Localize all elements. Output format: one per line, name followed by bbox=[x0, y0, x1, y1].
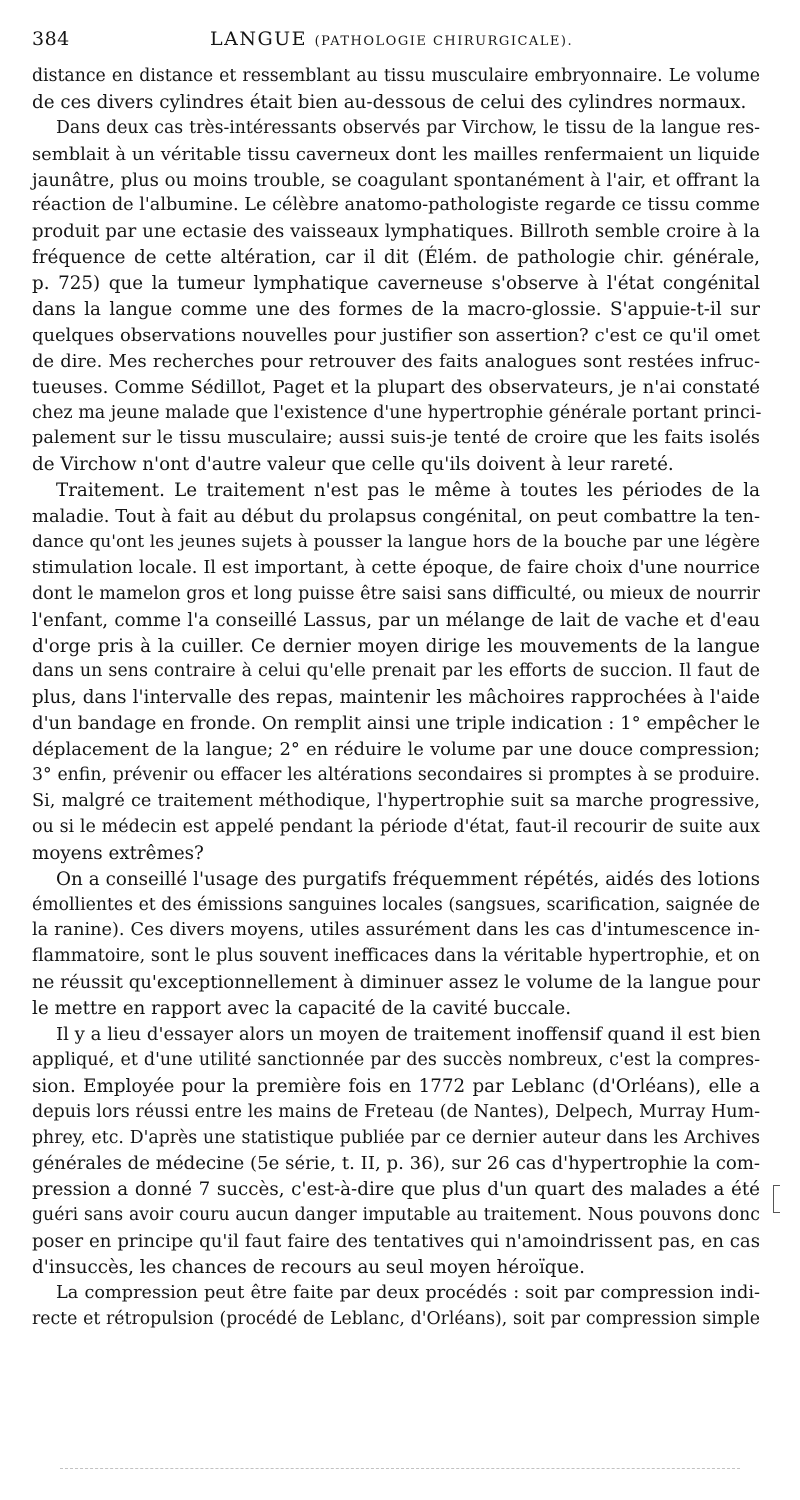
text-line: dans un sens contraire à celui qu'elle prenait par les efforts de succion. Il faut de bbox=[32, 661, 760, 682]
text-line: Dans deux cas très-intéressants observés par Virchow, le tissu de la langue res- bbox=[56, 117, 760, 138]
page-number: 384 bbox=[32, 28, 70, 50]
text-line: 3° enfin, prévenir ou effacer les altérations secondaires si promptes à se produire. bbox=[32, 765, 760, 786]
text-line: produit par une ectasie des vaisseaux lymphatiques. Billroth semble croire à la bbox=[32, 221, 760, 243]
text-line: l'enfant, comme l'a conseillé Lassus, par un mélange de lait de vache et d'eau bbox=[32, 609, 760, 631]
text-line: dance qu'ont les jeunes sujets à pousser la langue hors de la bouche par une légère bbox=[32, 532, 760, 553]
text-line: d'un bandage en fronde. On remplit ainsi une triple indication : 1° empêcher le bbox=[32, 713, 760, 735]
running-head bbox=[210, 28, 573, 50]
text-line: On a conseillé l'usage des purgatifs fréquemment répétés, aidés des lotions bbox=[56, 868, 760, 890]
text-line: chez ma jeune malade que l'existence d'une hypertrophie générale portant princi- bbox=[32, 402, 762, 423]
text-line: réaction de l'albumine. Le célèbre anatomo-pathologiste regarde ce tissu comme bbox=[32, 195, 760, 216]
text-line: ne réussit qu'exceptionnellement à diminuer assez le volume de la langue pour bbox=[32, 972, 760, 994]
text-line: Si, malgré ce traitement méthodique, l'hypertrophie suit sa marche progressive, bbox=[32, 790, 760, 811]
text-line: depuis lors réussi entre les mains de Freteau (de Nantes), Delpech, Murray Hum- bbox=[32, 1101, 760, 1122]
text-line: maladie. Tout à fait au début du prolapsus congénital, on peut combattre la ten- bbox=[32, 506, 760, 528]
text-line: tueuses. Comme Sédillot, Paget et la plupart des observateurs, je n'ai constaté bbox=[32, 376, 760, 398]
text-line: quelques observations nouvelles pour justifier son assertion? c'est ce qu'il omet bbox=[32, 324, 760, 346]
text-line: semblait à un véritable tissu caverneux dont les mailles renfermaient un liquide bbox=[32, 143, 760, 165]
text-line: phrey, etc. D'après une statistique publiée par ce dernier auteur dans les Archives bbox=[32, 1127, 760, 1148]
bottom-scan-rule bbox=[60, 1468, 740, 1469]
text-line: moyens extrêmes? bbox=[32, 842, 204, 864]
text-line: stimulation locale. Il est important, à cette époque, de faire choix d'une nourrice bbox=[32, 557, 760, 578]
text-line: le mettre en rapport avec la capacité de la cavité buccale. bbox=[32, 998, 572, 1020]
text-line: ou si le médecin est appelé pendant la période d'état, faut-il recourir de suite aux bbox=[32, 816, 760, 837]
text-line: p. 725) que la tumeur lymphatique caverneuse s'observe à l'état congénital bbox=[32, 273, 760, 295]
text-line: de Virchow n'ont d'autre valeur que celle qu'ils doivent à leur rareté. bbox=[32, 454, 674, 476]
text-line: d'orge pris à la cuiller. Ce dernier moyen dirige les mouvements de la langue bbox=[32, 635, 760, 657]
text-line: appliqué, et d'une utilité sanctionnée par des succès nombreux, c'est la compres- bbox=[32, 1049, 760, 1070]
text-line: d'insuccès, les chances de recours au seul moyen héroïque. bbox=[32, 1256, 585, 1278]
running-head-title: LANGUE bbox=[210, 28, 308, 50]
text-line: Traitement. Le traitement n'est pas le même à toutes les périodes de la bbox=[56, 480, 760, 502]
text-line: flammatoire, sont le plus souvent inefficaces dans la véritable hypertrophie, et on bbox=[32, 946, 760, 967]
body-text bbox=[32, 64, 760, 1333]
text-line: guéri sans avoir couru aucun danger imputable au traitement. Nous pouvons donc bbox=[32, 1205, 760, 1226]
text-line: sion. Employée pour la première fois en 1772 par Leblanc (d'Orléans), elle a bbox=[32, 1075, 760, 1097]
running-head-subtitle: (PATHOLOGIE CHIRURGICALE). bbox=[314, 34, 574, 49]
text-line: poser en principe qu'il faut faire des tentatives qui n'amoindrissent pas, en cas bbox=[32, 1231, 760, 1253]
text-line: Il y a lieu d'essayer alors un moyen de traitement inoffensif quand il est bien bbox=[56, 1023, 761, 1045]
text-line: générales de médecine (5e série, t. II, p. 36), sur 26 cas d'hypertrophie la com- bbox=[32, 1153, 760, 1175]
text-line: déplacement de la langue; 2° en réduire le volume par une douce compression; bbox=[32, 739, 760, 761]
text-line: pression a donné 7 succès, c'est-à-dire que plus d'un quart des malades a été bbox=[32, 1179, 760, 1201]
text-line: jaunâtre, plus ou moins trouble, se coagulant spontanément à l'air, et offrant la bbox=[32, 169, 761, 191]
text-line: de ces divers cylindres était bien au-dessous de celui des cylindres normaux. bbox=[32, 91, 747, 113]
margin-bracket-mark bbox=[773, 1185, 780, 1213]
text-line: palement sur le tissu musculaire; aussi suis-je tenté de croire que les faits isolés bbox=[32, 428, 760, 449]
text-line: La compression peut être faite par deux procédés : soit par compression indi- bbox=[56, 1282, 760, 1303]
text-line: dans la langue comme une des formes de la macro-glossie. S'appuie-t-il sur bbox=[32, 299, 760, 321]
text-line: fréquence de cette altération, car il dit (Élém. de pathologie chir. générale, bbox=[32, 247, 760, 269]
text-line: de dire. Mes recherches pour retrouver des faits analogues sont restées infruc- bbox=[32, 350, 760, 372]
text-line: distance en distance et ressemblant au tissu musculaire embryonnaire. Le volume bbox=[32, 66, 760, 86]
text-line: émollientes et des émissions sanguines locales (sangsues, scarification, saignée de bbox=[32, 894, 760, 915]
text-line: la ranine). Ces divers moyens, utiles assurément dans les cas d'intumescence in- bbox=[32, 920, 760, 941]
page-header bbox=[32, 28, 760, 54]
text-line: recte et rétropulsion (procédé de Leblanc, d'Orléans), soit par compression simple bbox=[32, 1308, 760, 1329]
text-line: dont le mamelon gros et long puisse être saisi sans difficulté, ou mieux de nourrir bbox=[32, 583, 760, 604]
text-line: plus, dans l'intervalle des repas, maintenir les mâchoires rapprochées à l'aide bbox=[32, 687, 760, 709]
